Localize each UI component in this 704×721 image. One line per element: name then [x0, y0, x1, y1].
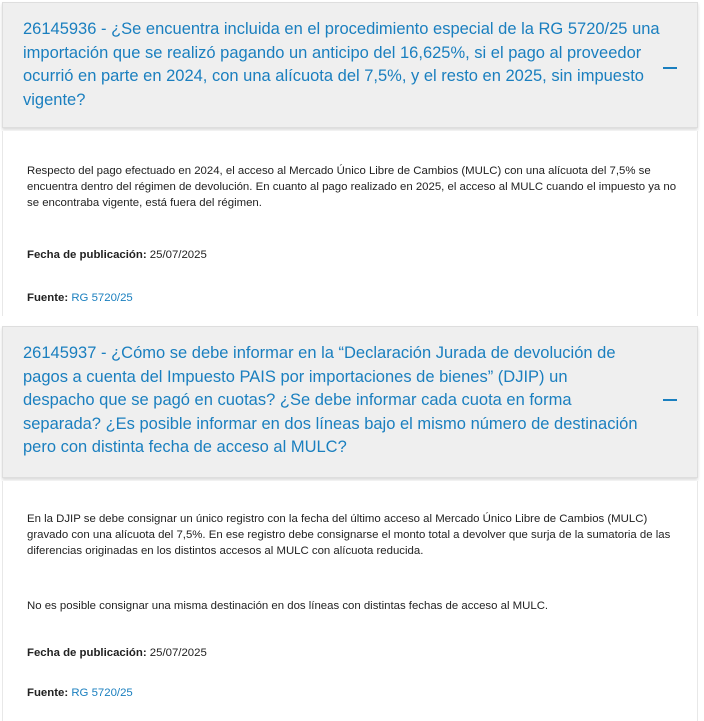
- source-line: [27, 290, 133, 306]
- publication-date-value: 25/07/2025: [149, 249, 207, 261]
- faq-question[interactable]: 26145937 - ¿Cómo se debe informar en la “Declaración Jurada de devolución de pagos a cuenta del Impuesto PAIS por importaciones de bienes” (DJIP) un despacho que se pagó en cuotas? ¿Se debe informar cada cuota en forma separada? ¿Es posible informar en dos líneas bajo el mismo número de destinación pero con distinta fecha de acceso al MULC?: [23, 344, 638, 456]
- faq-question[interactable]: 26145936 - ¿Se encuentra incluida en el procedimiento especial de la RG 5720/25 una importación que se realizó pagando un anticipo del 16,625%, si el pago al proveedor ocurrió en parte en 2024, con una alícuota del 7,5%, y el resto en 2025, sin impuesto vigente?: [23, 20, 660, 109]
- publication-date-label: Fecha de publicación:: [27, 647, 147, 659]
- publication-date: [27, 645, 207, 661]
- publication-date-label: Fecha de publicación:: [27, 249, 147, 261]
- source-link[interactable]: RG 5720/25: [71, 687, 133, 699]
- faq-header[interactable]: [2, 326, 698, 478]
- minus-icon[interactable]: [663, 67, 677, 69]
- publication-date-value: 25/07/2025: [149, 647, 207, 659]
- faq-answer-panel: [2, 131, 698, 317]
- source-line: [27, 685, 133, 701]
- source-link[interactable]: RG 5720/25: [71, 292, 133, 304]
- source-label: Fuente:: [27, 687, 69, 699]
- answer-paragraph: En la DJIP se debe consignar un único registro con la fecha del último acceso al Mercado Único Libre de Cambios (MULC) gravado con una alícuota del 7,5%. En ese registro debe consignarse el monto total a devolver que surja de la sumatoria de las diferencias originadas en los distintos accesos al MULC con alícuota reducida.: [27, 513, 671, 557]
- faq-header[interactable]: [2, 2, 698, 128]
- minus-icon[interactable]: [663, 399, 677, 401]
- publication-date: [27, 247, 207, 263]
- faq-answer-panel: [2, 481, 698, 721]
- answer-paragraph: Respecto del pago efectuado en 2024, el acceso al Mercado Único Libre de Cambios (MULC) con una alícuota del 7,5% se encuentra dentro del régimen de devolución. En cuanto al pago realizado en 2025, el acceso al MULC cuando el impuesto ya no se encontraba vigente, está fuera del régimen.: [27, 165, 677, 209]
- answer-paragraph: No es posible consignar una misma destinación en dos líneas con distintas fechas de acceso al MULC.: [27, 600, 549, 612]
- faq-separator: [0, 316, 704, 324]
- source-label: Fuente:: [27, 292, 69, 304]
